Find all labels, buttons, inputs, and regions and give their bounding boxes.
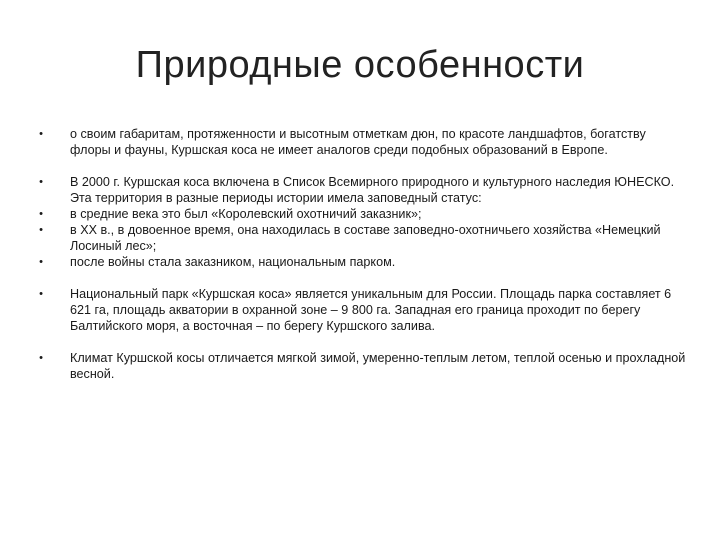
bullet-item	[36, 174, 686, 206]
bullet-dot-icon: •	[39, 208, 43, 220]
bullet-dot-icon: •	[39, 256, 43, 268]
bullet-dot-icon: •	[39, 288, 43, 300]
bullet-item	[36, 126, 686, 158]
slide-title: Природные особенности	[135, 44, 585, 86]
bullet-item	[36, 350, 686, 382]
bullet-text: В 2000 г. Куршская коса включена в Список Всемирного природного и культурного наследия ЮНЕСКО. Эта территория в разные периоды истории имела заповедный статус:	[70, 175, 675, 205]
bullet-item	[36, 222, 686, 254]
bullet-text: в ХХ в., в довоенное время, она находилась в составе заповедно-охотничьего хозяйства «Немецкий Лосиный лес»;	[70, 223, 661, 253]
bullet-text: после войны стала заказником, национальным парком.	[70, 255, 396, 269]
bullet-text: о своим габаритам, протяженности и высотным отметкам дюн, по красоте ландшафтов, богатству флоры и фауны, Куршская коса не имеет аналогов среди подобных образований в Европе.	[70, 127, 646, 157]
bullet-text: Национальный парк «Куршская коса» является уникальным для России. Площадь парка составляет 6 621 га, площадь акватории в охранной зоне – 9 800 га. Западная его граница проходит по берегу Балтийского моря, а восточная – по берегу Куршского залива.	[70, 287, 672, 333]
bullet-item	[36, 254, 686, 270]
bullet-text: Климат Куршской косы отличается мягкой зимой, умеренно-теплым летом, теплой осенью и прохладной весной.	[70, 351, 686, 381]
bullet-dot-icon: •	[39, 176, 43, 188]
bullet-dot-icon: •	[39, 352, 43, 364]
bullet-dot-icon: •	[39, 128, 43, 140]
bullet-item	[36, 286, 686, 334]
bullet-list	[36, 126, 686, 382]
bullet-text: в средние века это был «Королевский охотничий заказник»;	[70, 207, 422, 221]
bullet-dot-icon: •	[39, 224, 43, 236]
bullet-item	[36, 206, 686, 222]
